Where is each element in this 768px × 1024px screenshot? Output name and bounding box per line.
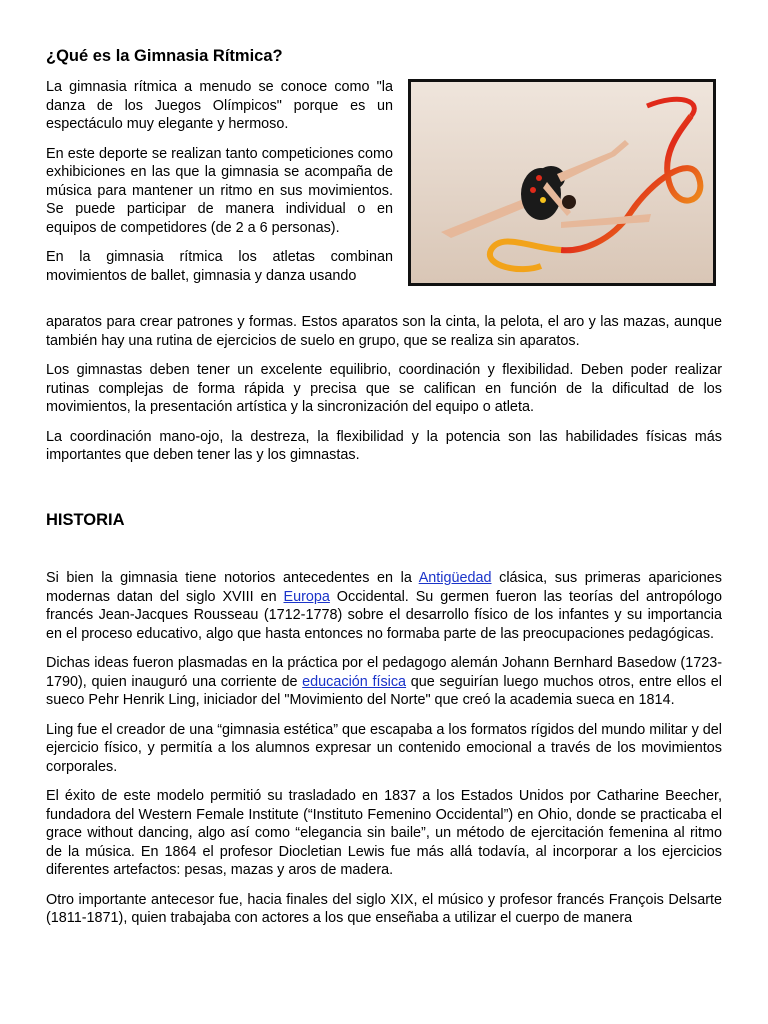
history-p2-text-b: que seguirían luego muchos otros, entre ellos el sueco Pehr Henrik Ling, iniciador del "Movimiento del Norte" que creó la academia sueca en 1814. [46,673,722,708]
antiguedad-link[interactable]: Antigüedad [418,570,492,586]
gymnast-photo [408,79,716,286]
intro-paragraph-3-start: En la gimnasia rítmica los atletas combinan movimientos de ballet, gimnasia y danza usando [46,249,393,284]
history-p1-text-c: Occidental. Su germen fueron las teorías del antropólogo francés Jean-Jacques Rousseau (1712-1778) sobre el desarrollo físico de los infantes y su importancia en el proceso educativo, algo que hasta entonces no formaba parte de las preocupaciones pedagógicas. [46,588,722,642]
coordination-paragraph: La coordinación mano-ojo, la destreza, la flexibilidad y la potencia son las habilidades físicas más importantes que deben tener las y los gimnastas. [46,428,722,463]
history-section [46,569,722,928]
history-paragraph-5: Otro importante antecesor fue, hacia finales del siglo XIX, el músico y profesor francés François Delsarte (1811-1871), quien trabajaba con actores a los que enseñaba a utilizar el cuerpo de manera [46,891,722,926]
intro-paragraph-2: En este deporte se realizan tanto competiciones como exhibiciones en las que la gimnasia se acompaña de música para mantener un ritmo en sus movimientos. Se puede participar de manera individual o en equipos de competidores (de 2 a 6 personas). [46,145,393,236]
apparatus-paragraph-continued [46,313,722,465]
gymnast-image [411,82,713,283]
history-paragraph-4: El éxito de este modelo permitió su trasladado en 1837 a los Estados Unidos por Catharine Beecher, fundadora del Western Female Institute (“Instituto Femenino Occidental”) en Ohio, donde se practicaba el grace without dancing, algo así como “elegancia sin baile”, un método de ejercitación femenina al ritmo de la música. En 1864 el profesor Diocletian Lewis fue más allá todavía, al incorporar a los ejercicios diferentes artefactos: pesas, mazas y aros de madera. [46,788,722,878]
intro-column [46,78,393,285]
intro-paragraph-3-end: aparatos para crear patrones y formas. Estos aparatos son la cinta, la pelota, el aro y las mazas, aunque también hay una rutina de ejercicios de suelo en grupo, que se realiza sin aparatos. [46,314,722,349]
page-title: ¿Qué es la Gimnasia Rítmica? [46,47,283,65]
intro-paragraph-1: La gimnasia rítmica a menudo se conoce como "la danza de los Juegos Olímpicos" porque es un espectáculo muy elegante y hermoso. [46,79,393,132]
europa-link[interactable]: Europa [283,588,330,605]
history-p2-text-a: Dichas ideas fueron plasmadas en la práctica por el pedagogo alemán Johann Bernhard Basedow (1723-1790), quien inauguró una corriente de [46,655,722,690]
history-paragraph-3: Ling fue el creador de una “gimnasia estética” que escapaba a los formatos rígidos del mundo militar y del ejercicio físico, y permitía a los alumnos expresar un contenido emocional a través de los movimientos corporales. [46,721,722,775]
history-heading: HISTORIA [46,511,125,529]
skills-paragraph: Los gimnastas deben tener un excelente equilibrio, coordinación y flexibilidad. Deben poder realizar rutinas complejas de forma rápida y precisa que se califican en función de la dificultad de los movimientos, la presentación artística y la sincronización del equipo o atleta. [46,362,722,415]
history-p1-text-b: clásica, sus primeras apariciones modernas datan del siglo XVIII en [46,570,722,605]
educacion-fisica-link[interactable]: educación física [302,673,407,690]
history-paragraph-2 [46,654,722,710]
history-paragraph-1 [46,569,722,643]
history-p1-text-a: Si bien la gimnasia tiene notorios antecedentes en la [46,570,419,586]
